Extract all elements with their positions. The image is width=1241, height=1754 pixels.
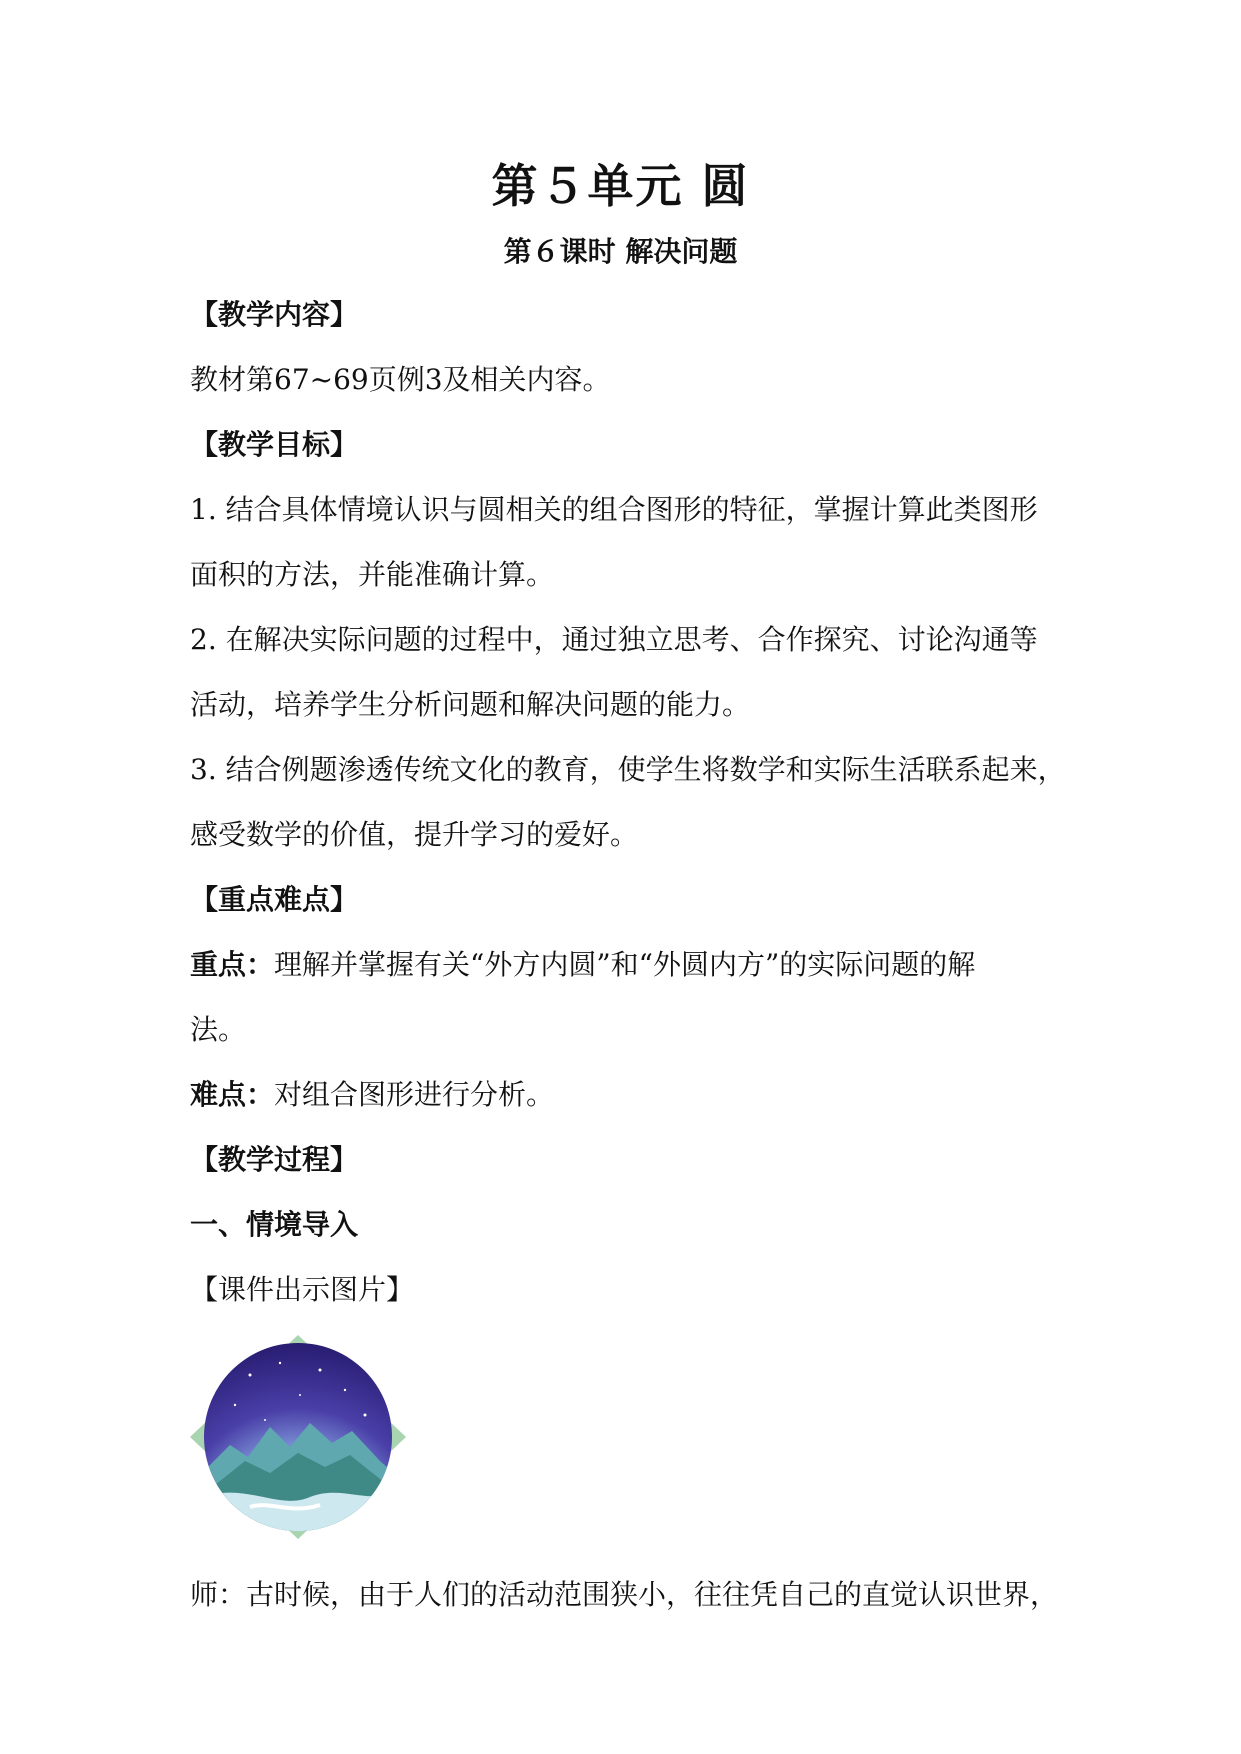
difficulty-label: 难点： <box>190 1078 275 1111</box>
goal-2-line-2: 活动，培养学生分析问题和解决问题的能力。 <box>190 688 751 721</box>
step-1-heading: 一、情境导入 <box>190 1208 359 1241</box>
teacher-text: 师：古时候，由于人们的活动范围狭小，往往凭自己的直觉认识世界， <box>190 1578 1059 1611</box>
goals-heading: 【教学目标】 <box>190 428 359 461</box>
key-points-heading: 【重点难点】 <box>190 883 359 916</box>
goal-1-line-2: 面积的方法，并能准确计算。 <box>190 558 555 591</box>
content-text: 教材第67~69页例3及相关内容。 <box>190 363 611 396</box>
difficulty-line <box>190 1075 1060 1115</box>
key-label: 重点： <box>190 948 275 981</box>
key-text: 理解并掌握有关“外方内圆”和“外圆内方”的实际问题的解 <box>274 948 976 981</box>
page-title: 第５单元 圆 <box>491 159 750 213</box>
key-point-line-1 <box>190 945 1060 985</box>
lesson-subtitle: 第６课时 解决问题 <box>503 235 738 268</box>
key-point-line-2: 法。 <box>190 1013 247 1046</box>
content-heading: 【教学内容】 <box>190 298 359 331</box>
goal-3-line-2: 感受数学的价值，提升学习的爱好。 <box>190 818 639 851</box>
difficulty-text: 对组合图形进行分析。 <box>274 1078 555 1111</box>
show-picture-label: 【课件出示图片】 <box>190 1273 415 1306</box>
goal-3-line-1: 3. 结合例题渗透传统文化的教育，使学生将数学和实际生活联系起来， <box>190 753 1066 786</box>
goal-2-line-1: 2. 在解决实际问题的过程中，通过独立思考、合作探究、讨论沟通等 <box>190 623 1038 656</box>
sky-earth-diamond-icon <box>190 1335 406 1539</box>
goal-1-line-1: 1. 结合具体情境认识与圆相关的组合图形的特征，掌握计算此类图形 <box>190 493 1038 526</box>
process-heading: 【教学过程】 <box>190 1143 359 1176</box>
